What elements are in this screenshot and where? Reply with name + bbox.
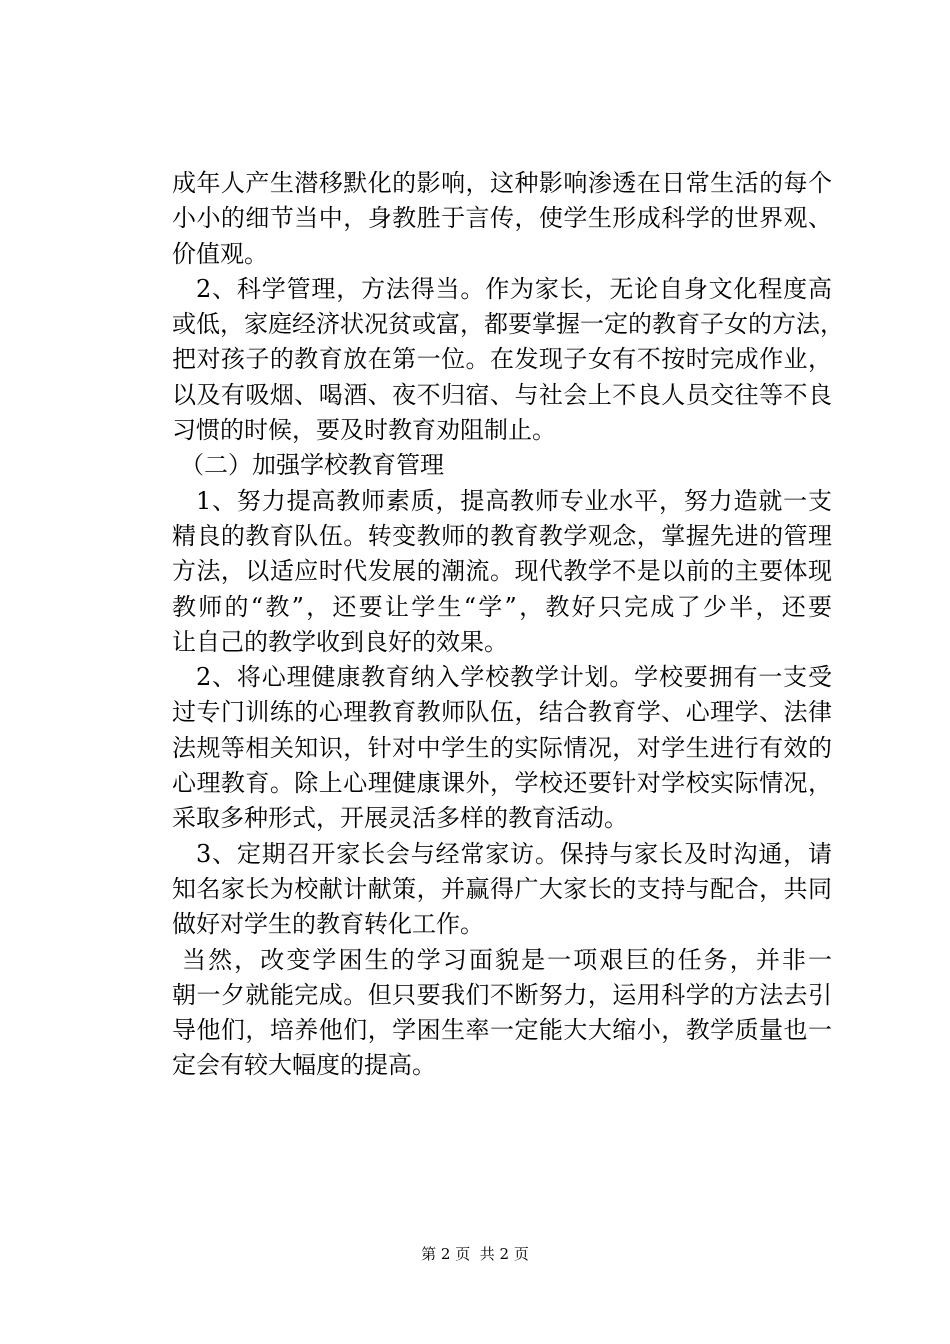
text-line: 法规等相关知识，针对中学生的实际情况，对学生进行有效的 [172,733,832,762]
text-line: 方法，以适应时代发展的潮流。现代教学不是以前的主要体现 [172,557,832,586]
text-line: 教师的“教”，还要让学生“学”，教好只完成了少半，还要 [172,592,832,621]
text-line: 以及有吸烟、喝酒、夜不归宿、与社会上不良人员交往等不良 [172,380,832,409]
text-line: 定会有较大幅度的提高。 [172,1051,436,1080]
paragraph-start-line: 当然，改变学困生的学习面貌是一项艰巨的任务，并非一 [182,945,832,974]
paragraph-start-line: 1、努力提高教师素质，提高教师专业水平，努力造就一支 [196,486,832,515]
text-line: 精良的教育队伍。转变教师的教育教学观念，掌握先进的管理 [172,521,832,550]
page-total: 共 2 页 [479,1245,529,1263]
text-line: 心理教育。除上心理健康课外，学校还要针对学校实际情况， [172,769,832,798]
text-line: 导他们，培养他们，学困生率一定能大大缩小，教学质量也一 [172,1016,832,1045]
text-line: 让自己的教学收到良好的效果。 [172,627,508,656]
section-heading: （二）加强学校教育管理 [180,451,444,480]
paragraph-start-line: 2、将心理健康教育纳入学校教学计划。学校要拥有一支受 [196,663,832,692]
text-line: 采取多种形式，开展灵活多样的教育活动。 [172,804,628,833]
page-footer [0,1244,950,1264]
document-body [172,166,844,1084]
text-line: 习惯的时候，要及时教育劝阻制止。 [172,416,556,445]
paragraph-start-line: 3、定期召开家长会与经常家访。保持与家长及时沟通，请 [196,839,832,868]
text-line: 朝一夕就能完成。但只要我们不断努力，运用科学的方法去引 [172,980,832,1009]
text-line: 把对孩子的教育放在第一位。在发现子女有不按时完成作业， [172,345,832,374]
paragraph-start-line: 2、科学管理，方法得当。作为家长，无论自身文化程度高 [196,274,832,303]
text-line: 小小的细节当中，身教胜于言传，使学生形成科学的世界观、 [172,204,832,233]
text-line: 价值观。 [172,239,268,268]
text-line: 知名家长为校献计献策，并赢得广大家长的支持与配合，共同 [172,874,832,903]
text-line: 过专门训练的心理教育教师队伍，结合教育学、心理学、法律 [172,698,832,727]
text-line: 做好对学生的教育转化工作。 [172,910,484,939]
text-line: 成年人产生潜移默化的影响，这种影响渗透在日常生活的每个 [172,169,832,197]
page-number: 第 2 页 [421,1245,471,1263]
text-line: 或低，家庭经济状况贫或富，都要掌握一定的教育子女的方法， [172,310,844,339]
